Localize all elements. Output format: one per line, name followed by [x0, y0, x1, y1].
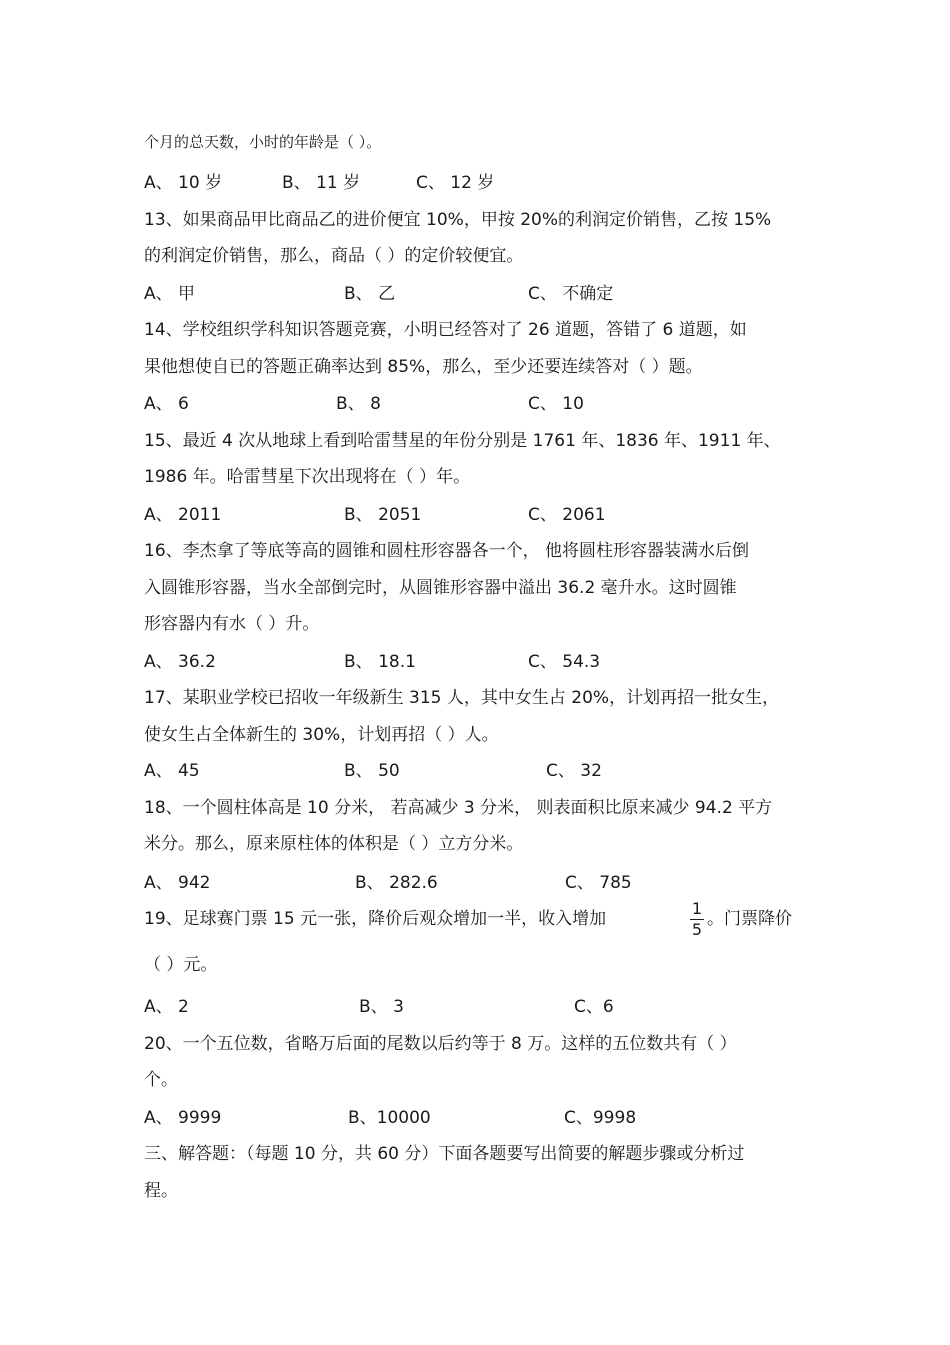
- q18-option-b: B、 282.6: [355, 873, 438, 893]
- q18-option-c: C、 785: [565, 873, 632, 893]
- q17-line1: 17、某职业学校已招收一年级新生 315 人，其中女生占 20%，计划再招一批女生，: [144, 688, 780, 708]
- q14-option-c: C、 10: [528, 394, 584, 414]
- q20-option-b: B、10000: [348, 1108, 431, 1128]
- q20-option-c: C、9998: [564, 1108, 637, 1128]
- q19-line1-end: 。门票降价: [707, 909, 792, 929]
- q15-option-c: C、 2061: [528, 505, 606, 525]
- q14-line1: 14、学校组织学科知识答题竞赛，小明已经答对了 26 道题，答错了 6 道题，如: [144, 320, 747, 340]
- q20-line2: 个。: [144, 1070, 178, 1090]
- q19-option-b: B、 3: [359, 997, 404, 1017]
- q19-option-a: A、 2: [144, 997, 189, 1017]
- q16-option-a: A、 36.2: [144, 652, 216, 672]
- q17-option-c: C、 32: [546, 761, 602, 781]
- q19-line1: 19、足球赛门票 15 元一张，降价后观众增加一半，收入增加: [144, 909, 607, 929]
- q16-line2: 入圆锥形容器，当水全部倒完时，从圆锥形容器中溢出 36.2 毫升水。这时圆锥: [144, 578, 737, 598]
- q17-option-b: B、 50: [344, 761, 400, 781]
- q15-option-b: B、 2051: [344, 505, 422, 525]
- section3-heading-cont: 程。: [144, 1181, 178, 1201]
- q19-fraction-numerator: 1: [691, 899, 703, 918]
- q19-line2: （ ）元。: [144, 955, 218, 975]
- q18-line1: 18、一个圆柱体高是 10 分米， 若高减少 3 分米， 则表面积比原来减少 94.2 平方: [144, 798, 773, 818]
- q17-option-a: A、 45: [144, 761, 200, 781]
- q14-option-a: A、 6: [144, 394, 189, 414]
- section3-heading: 三、解答题：（每题 10 分，共 60 分）下面各题要写出简要的解题步骤或分析过: [144, 1144, 745, 1164]
- q15-line2: 1986 年。哈雷彗星下次出现将在（ ）年。: [144, 467, 471, 487]
- q12-option-b: B、 11 岁: [282, 173, 361, 193]
- q13-option-c: C、 不确定: [528, 284, 614, 304]
- q16-line1: 16、李杰拿了等底等高的圆锥和圆柱形容器各一个， 他将圆柱形容器装满水后倒: [144, 541, 750, 561]
- q14-option-b: B、 8: [336, 394, 381, 414]
- q19-fraction: [688, 900, 706, 939]
- q20-line1: 20、一个五位数，省略万后面的尾数以后约等于 8 万。这样的五位数共有（ ）: [144, 1034, 737, 1054]
- q13-option-b: B、 乙: [344, 284, 396, 304]
- q13-line1: 13、如果商品甲比商品乙的进价便宜 10%，甲按 20%的利润定价销售，乙按 15%: [144, 210, 772, 230]
- q16-option-b: B、 18.1: [344, 652, 416, 672]
- q15-line1: 15、最近 4 次从地球上看到哈雷彗星的年份分别是 1761 年、1836 年、1911 年、: [144, 431, 781, 451]
- q19-fraction-denominator: 5: [691, 920, 703, 939]
- q19-option-c: C、6: [574, 997, 614, 1017]
- q14-line2: 果他想使自已的答题正确率达到 85%，那么，至少还要连续答对（ ）题。: [144, 357, 703, 377]
- q17-line2: 使女生占全体新生的 30%，计划再招（ ）人。: [144, 725, 499, 745]
- q15-option-a: A、 2011: [144, 505, 222, 525]
- q12-option-a: A、 10 岁: [144, 173, 223, 193]
- q16-option-c: C、 54.3: [528, 652, 601, 672]
- q18-option-a: A、 942: [144, 873, 211, 893]
- q18-line2: 米分。那么，原来原柱体的体积是（ ）立方分米。: [144, 834, 524, 854]
- q20-option-a: A、 9999: [144, 1108, 222, 1128]
- q12-option-c: C、 12 岁: [416, 173, 495, 193]
- q12-tail: 个月的总天数，小时的年龄是（ ）。: [144, 133, 382, 151]
- q13-option-a: A、 甲: [144, 284, 196, 304]
- q16-line3: 形容器内有水（ ）升。: [144, 614, 320, 634]
- q13-line2: 的利润定价销售，那么，商品（ ）的定价较便宜。: [144, 246, 524, 266]
